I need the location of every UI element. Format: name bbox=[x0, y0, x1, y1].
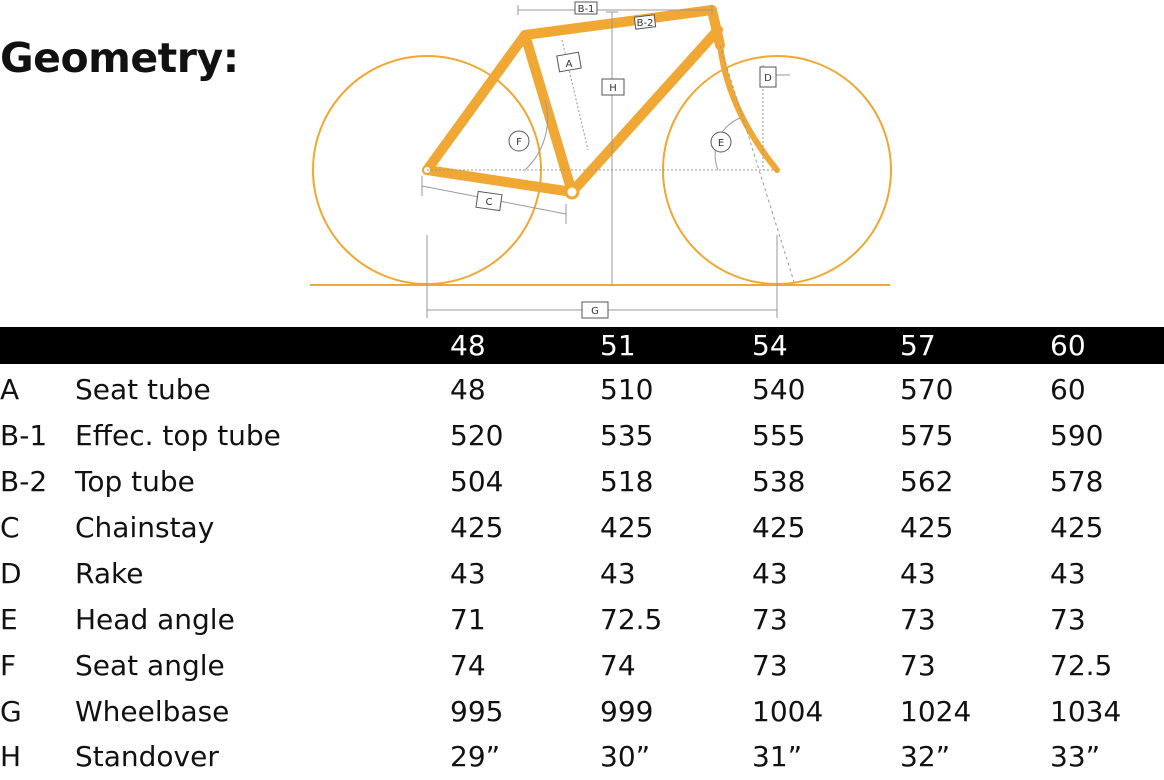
row-value: 995 bbox=[450, 695, 504, 728]
row-value: 562 bbox=[900, 465, 954, 498]
row-value: 590 bbox=[1050, 419, 1104, 452]
row-value: 74 bbox=[600, 649, 636, 682]
label-e: E bbox=[717, 138, 725, 149]
row-code: B-1 bbox=[0, 419, 48, 452]
row-name: Head angle bbox=[75, 603, 235, 636]
row-value: 518 bbox=[600, 465, 654, 498]
row-value: 72.5 bbox=[1050, 649, 1113, 682]
row-value: 73 bbox=[900, 603, 936, 636]
seatstay bbox=[427, 35, 525, 170]
bottom-bracket bbox=[566, 186, 578, 198]
table-row bbox=[0, 689, 1164, 735]
row-value: 73 bbox=[900, 649, 936, 682]
table-row bbox=[0, 459, 1164, 505]
row-code: C bbox=[0, 511, 20, 544]
label-a: A bbox=[565, 59, 573, 70]
row-value: 33” bbox=[1050, 740, 1101, 773]
row-name: Chainstay bbox=[75, 511, 215, 544]
row-value: 43 bbox=[1050, 557, 1086, 590]
row-value: 73 bbox=[1050, 603, 1086, 636]
table-row bbox=[0, 367, 1164, 413]
table-row bbox=[0, 413, 1164, 459]
row-name: Seat tube bbox=[75, 373, 211, 406]
row-value: 1004 bbox=[752, 695, 824, 728]
row-value: 504 bbox=[450, 465, 504, 498]
row-code: D bbox=[0, 557, 22, 590]
row-value: 31” bbox=[752, 740, 803, 773]
steering-axis bbox=[717, 45, 795, 285]
row-value: 425 bbox=[1050, 511, 1104, 544]
bike-geometry-diagram bbox=[300, 0, 900, 325]
chainstay bbox=[427, 170, 572, 192]
down-tube bbox=[572, 30, 718, 192]
size-header-48: 48 bbox=[450, 329, 486, 362]
row-code: E bbox=[0, 603, 18, 636]
page-title: Geometry: bbox=[0, 34, 239, 82]
size-header-54: 54 bbox=[752, 329, 788, 362]
label-f: F bbox=[516, 137, 522, 148]
label-h: H bbox=[609, 83, 617, 94]
row-name: Standover bbox=[75, 740, 219, 773]
row-code: B-2 bbox=[0, 465, 48, 498]
row-value: 425 bbox=[450, 511, 504, 544]
row-value: 60 bbox=[1050, 373, 1086, 406]
row-value: 32” bbox=[900, 740, 951, 773]
row-code: H bbox=[0, 740, 22, 773]
row-value: 43 bbox=[450, 557, 486, 590]
size-header-51: 51 bbox=[600, 329, 636, 362]
row-name: Top tube bbox=[75, 465, 195, 498]
label-b1: B-1 bbox=[577, 4, 595, 15]
row-value: 578 bbox=[1050, 465, 1104, 498]
size-header-60: 60 bbox=[1050, 329, 1086, 362]
row-value: 1024 bbox=[900, 695, 972, 728]
row-name: Seat angle bbox=[75, 649, 225, 682]
frame bbox=[427, 10, 720, 192]
row-code: A bbox=[0, 373, 20, 406]
row-value: 555 bbox=[752, 419, 806, 452]
row-value: 425 bbox=[900, 511, 954, 544]
table-row bbox=[0, 597, 1164, 643]
row-value: 510 bbox=[600, 373, 654, 406]
row-value: 29” bbox=[450, 740, 501, 773]
row-value: 575 bbox=[900, 419, 954, 452]
row-value: 570 bbox=[900, 373, 954, 406]
label-c: C bbox=[485, 197, 493, 208]
row-name: Effec. top tube bbox=[75, 419, 281, 452]
table-row bbox=[0, 643, 1164, 689]
row-code: G bbox=[0, 695, 22, 728]
table-row bbox=[0, 734, 1164, 780]
row-value: 535 bbox=[600, 419, 654, 452]
row-value: 43 bbox=[752, 557, 788, 590]
row-value: 425 bbox=[752, 511, 806, 544]
fork bbox=[717, 45, 777, 170]
label-d: D bbox=[764, 73, 772, 84]
row-value: 43 bbox=[600, 557, 636, 590]
row-value: 540 bbox=[752, 373, 806, 406]
row-value: 30” bbox=[600, 740, 651, 773]
row-code: F bbox=[0, 649, 17, 682]
row-value: 520 bbox=[450, 419, 504, 452]
row-value: 999 bbox=[600, 695, 654, 728]
row-value: 538 bbox=[752, 465, 806, 498]
row-value: 43 bbox=[900, 557, 936, 590]
row-value: 48 bbox=[450, 373, 486, 406]
size-header-57: 57 bbox=[900, 329, 936, 362]
row-value: 425 bbox=[600, 511, 654, 544]
label-b2: B-2 bbox=[636, 18, 654, 29]
row-value: 72.5 bbox=[600, 603, 663, 636]
row-value: 74 bbox=[450, 649, 486, 682]
row-name: Wheelbase bbox=[75, 695, 230, 728]
row-value: 71 bbox=[450, 603, 486, 636]
row-value: 73 bbox=[752, 649, 788, 682]
size-header-row bbox=[0, 327, 1164, 364]
row-value: 1034 bbox=[1050, 695, 1122, 728]
row-name: Rake bbox=[75, 557, 144, 590]
table-row bbox=[0, 505, 1164, 551]
row-value: 73 bbox=[752, 603, 788, 636]
top-tube bbox=[525, 10, 712, 35]
label-g: G bbox=[591, 306, 599, 317]
table-row bbox=[0, 551, 1164, 597]
